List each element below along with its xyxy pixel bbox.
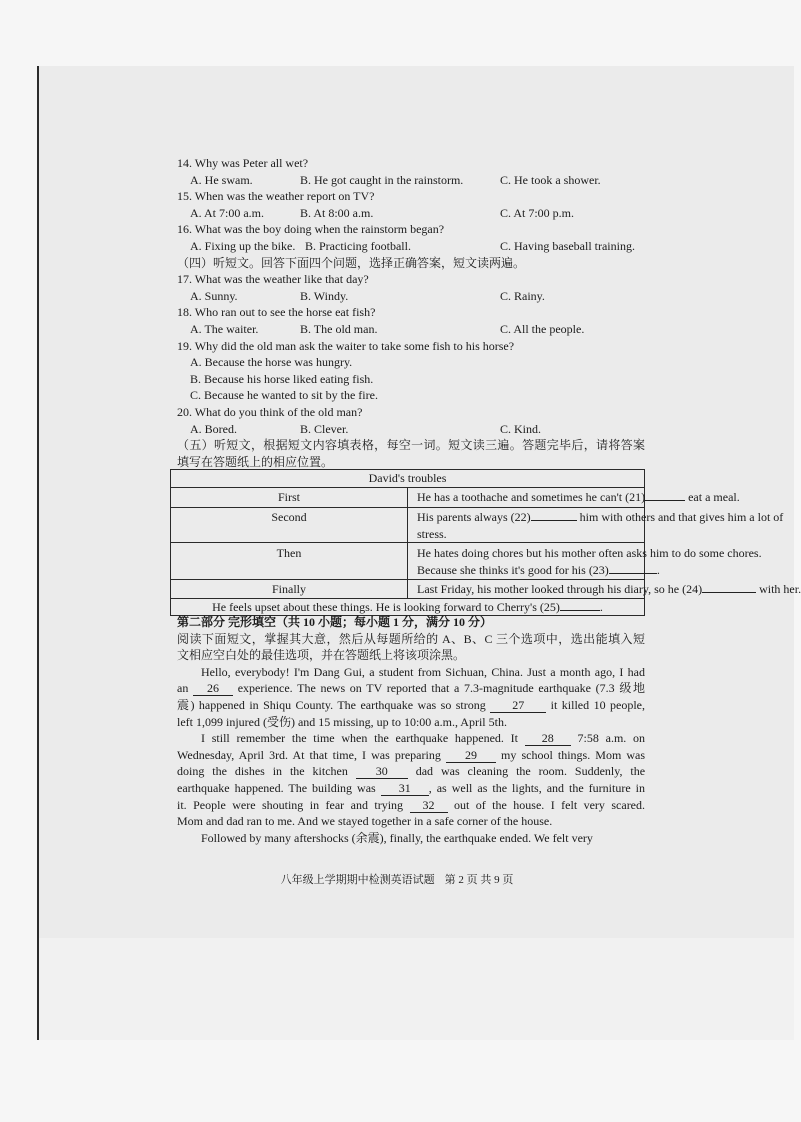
- text-before: I still remember the time when the earthquake happened. It: [201, 731, 518, 746]
- question-14: [177, 155, 645, 172]
- option-a: A. Because the horse was hungry.: [190, 355, 353, 370]
- question-18: [177, 304, 645, 321]
- section-4-instruction: （四）听短文。回答下面四个问题，选择正确答案，短文读两遍。: [177, 255, 526, 270]
- text-after: 7:58 a.m. on: [577, 731, 646, 746]
- options-17: [177, 288, 645, 305]
- answer-blank-line: [531, 509, 577, 521]
- text-after: it killed 10 people,: [550, 697, 645, 712]
- option-b: B. He got caught in the rainstorm.: [300, 172, 464, 187]
- question-number: 16.: [177, 222, 192, 237]
- option-a: A. Sunny.: [190, 288, 238, 303]
- text-after: experience. The news on TV reported that a 7.3-magnitude earthquake (7.3 级地: [237, 681, 646, 696]
- text-after: dad was cleaning the room. Suddenly, the: [415, 764, 646, 779]
- answer-blank-line: [702, 581, 756, 593]
- row-line: He hates doing chores but his mother often asks him to do some chores.: [417, 546, 762, 561]
- row-line: stress.: [417, 526, 447, 541]
- row-label: Then: [171, 543, 408, 580]
- options-20: [177, 421, 645, 438]
- text-before: Wednesday, April 3rd. At that time, I was preparing: [177, 747, 441, 762]
- section-5-instruction-line-2: 填写在答题纸上的相应位置。: [177, 454, 334, 469]
- cloze-blank-27: 27: [490, 699, 546, 713]
- passage-line: left 1,099 injured (受伤) and 15 missing, up to 10:00 a.m., April 5th.: [177, 714, 507, 729]
- row-label: Second: [171, 508, 408, 543]
- option-c: C. Kind.: [500, 421, 542, 436]
- answer-blank-line: [609, 562, 657, 574]
- option-b: B. At 8:00 a.m.: [300, 205, 374, 220]
- text-before: 震) happened in Shiqu County. The earthquake was so strong: [177, 697, 486, 712]
- row-content: [408, 543, 762, 580]
- option-b: B. Windy.: [300, 288, 349, 303]
- question-stem: Who ran out to see the horse eat fish?: [194, 305, 376, 320]
- table-row: [171, 508, 645, 543]
- passage-line: [177, 730, 645, 747]
- question-stem: What was the boy doing when the rainstorm began?: [194, 222, 445, 237]
- text-before: He has a toothache and sometimes he can't: [417, 490, 623, 504]
- blank-number: (23): [588, 562, 609, 577]
- question-stem: What was the weather like that day?: [194, 272, 369, 287]
- option-a: A. He swam.: [190, 172, 253, 187]
- text-before: His parents always: [417, 510, 508, 524]
- row-content: [408, 488, 740, 508]
- blank-number: (22): [510, 510, 531, 524]
- question-stem: Why was Peter all wet?: [194, 156, 309, 170]
- option-a: A. Fixing up the bike.: [190, 238, 296, 253]
- passage-line: [177, 763, 645, 780]
- question-number: 14.: [177, 156, 192, 170]
- text-after: .: [656, 562, 660, 577]
- row-line: [417, 581, 801, 598]
- row-line: [417, 562, 660, 579]
- cloze-section: [177, 614, 645, 846]
- question-number: 15.: [177, 189, 192, 204]
- table-row: [171, 488, 645, 508]
- blank-number: (25): [539, 599, 560, 614]
- row-content: [408, 508, 784, 543]
- passage-line: [177, 680, 645, 697]
- passage-line: [177, 780, 645, 797]
- text-before: Last Friday, his mother looked through his diary, so he: [417, 582, 680, 597]
- question-17: [177, 271, 645, 288]
- option-c: C. He took a shower.: [500, 172, 601, 187]
- row-line: [417, 509, 784, 526]
- cloze-blank-32: 32: [410, 799, 448, 813]
- text-before: earthquake happened. The building was: [177, 780, 376, 795]
- cloze-blank-31: 31: [381, 782, 429, 796]
- cloze-blank-26: 26: [193, 682, 233, 696]
- option-b: B. Clever.: [300, 421, 349, 436]
- answer-blank-line: [560, 599, 600, 611]
- passage-line: Mom and dad ran to me. And we stayed together in a safe corner of the house.: [177, 814, 553, 829]
- option-c: C. At 7:00 p.m.: [500, 205, 575, 220]
- cloze-blank-28: 28: [525, 732, 571, 746]
- table-header-row: [171, 470, 645, 488]
- option-b: B. Practicing football.: [305, 238, 411, 253]
- exam-title: 八年级上学期期中检测英语试题: [280, 874, 435, 886]
- text-after: out of the house. I felt very scared.: [453, 797, 646, 812]
- answer-blank-line: [645, 489, 685, 501]
- passage-line: [177, 747, 645, 764]
- passage-line: [177, 697, 645, 714]
- question-stem: Why did the old man ask the waiter to take some fish to his horse?: [194, 338, 515, 353]
- text-after: him with others and that gives him a lot of: [579, 510, 784, 524]
- option-a: A. The waiter.: [190, 321, 259, 336]
- question-stem: When was the weather report on TV?: [194, 189, 375, 204]
- question-19: [177, 338, 645, 355]
- option-b: B. Because his horse liked eating fish.: [190, 371, 374, 386]
- cloze-instruction-line-2: 文相应空白处的最佳选项，并在答题纸上将该项涂黑。: [177, 648, 466, 663]
- blank-number: (21): [625, 490, 646, 504]
- table-title: David's troubles: [171, 470, 645, 488]
- text-after: .: [599, 599, 603, 614]
- option-c: C. Because he wanted to sit by the fire.: [190, 388, 378, 403]
- text-after: , as well as the lights, and the furniture in: [428, 780, 645, 795]
- text-after: with her.: [759, 582, 801, 597]
- row-label: Finally: [171, 580, 408, 599]
- troubles-table: [170, 469, 801, 616]
- passage-line: Hello, everybody! I'm Dang Gui, a student from Sichuan, China. Just a month ago, I had: [201, 664, 645, 679]
- question-number: 18.: [177, 305, 192, 320]
- page-footer: [0, 871, 794, 887]
- table-row: [171, 580, 645, 599]
- section-5-instruction-line-1: （五）听短文，根据短文内容填表格，每空一词。短文读三遍。答题完毕后，请将答案: [177, 438, 645, 453]
- option-c: C. All the people.: [500, 321, 585, 336]
- question-stem: What do you think of the old man?: [194, 404, 363, 419]
- cloze-instruction-line-1: 阅读下面短文，掌握其大意，然后从每题所给的 A、B、C 三个选项中，选出能填入短: [177, 631, 645, 646]
- passage-line: [177, 797, 645, 814]
- page-number: 第 2 页 共 9 页: [444, 874, 514, 886]
- question-number: 17.: [177, 272, 192, 287]
- text-before: doing the dishes in the kitchen: [177, 764, 348, 779]
- option-c: C. Having baseball training.: [500, 238, 635, 253]
- options-18: [177, 321, 645, 338]
- row-label: First: [171, 488, 408, 508]
- question-20: [177, 404, 645, 421]
- text-after: eat a meal.: [688, 490, 740, 504]
- table-row: [171, 543, 645, 580]
- text-before: Because she thinks it's good for his: [417, 562, 586, 577]
- passage-line: Followed by many aftershocks (余震), finally, the earthquake ended. We felt very: [201, 830, 593, 845]
- row-line: [417, 489, 740, 506]
- option-a: A. At 7:00 a.m.: [190, 205, 264, 220]
- question-16: [177, 221, 645, 238]
- scanned-paper-lower: [39, 938, 794, 1040]
- options-16: [177, 238, 645, 255]
- option-c: C. Rainy.: [500, 288, 545, 303]
- row-content: [408, 580, 801, 599]
- text-before: it. People were shouting in fear and trying: [177, 797, 404, 812]
- option-b: B. The old man.: [300, 321, 378, 336]
- part-2-heading: 第二部分 完形填空（共 10 小题；每小题 1 分，满分 10 分）: [177, 615, 493, 629]
- blank-number: (24): [682, 582, 703, 597]
- text-before: He feels upset about these things. He is looking forward to Cherry's: [212, 599, 537, 614]
- text-after: my school things. Mom was: [501, 747, 646, 762]
- cloze-blank-29: 29: [446, 749, 496, 763]
- option-a: A. Bored.: [190, 421, 237, 436]
- question-15: [177, 188, 645, 205]
- text-before: an: [177, 681, 189, 696]
- scan-edge-line: [37, 66, 39, 1040]
- question-number: 20.: [177, 404, 192, 419]
- options-14: [177, 172, 645, 189]
- cloze-blank-30: 30: [356, 765, 408, 779]
- options-15: [177, 205, 645, 222]
- question-number: 19.: [177, 338, 192, 353]
- listening-section: [177, 155, 645, 470]
